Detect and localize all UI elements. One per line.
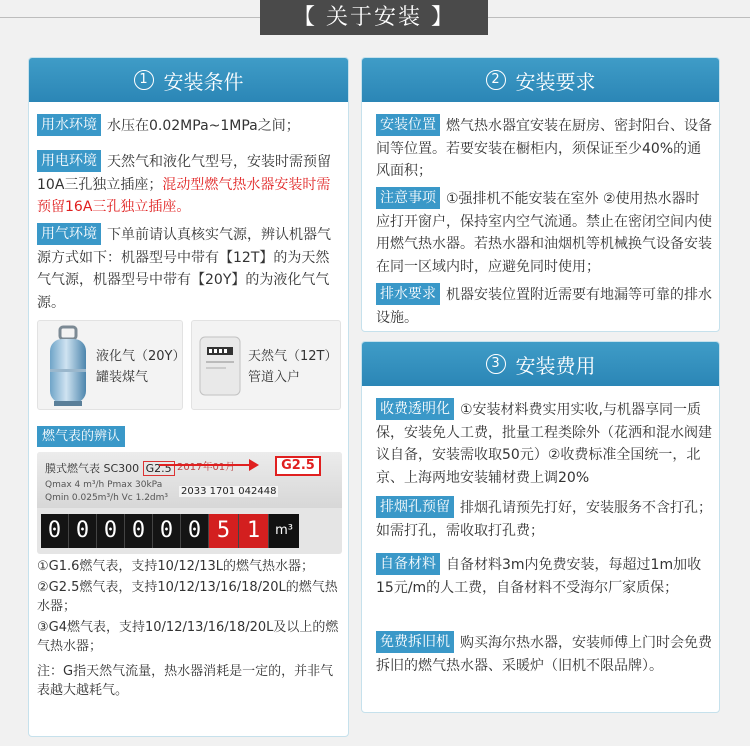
install-fees-panel xyxy=(361,341,720,713)
install-fees-title: 安装费用 xyxy=(515,353,596,378)
water-env-tag: 用水环境 xyxy=(37,114,101,136)
gas-env-tag: 用气环境 xyxy=(37,223,101,245)
install-requirements-header xyxy=(362,58,719,102)
own-materials-tag: 自备材料 xyxy=(376,553,440,575)
meter-model-title: 膜式燃气表 SC300 G2.5 xyxy=(45,460,175,476)
exhaust-hole-text: 排烟孔请预先打好，安装服务不含打孔；如需打孔，需收取打孔费； xyxy=(376,500,712,539)
meter-model-highlight: G2.5 xyxy=(143,461,175,476)
install-conditions-title: 安装条件 xyxy=(163,69,244,94)
power-env-text: 天然气和液化气型号，安装时需预留10A三孔独立插座； xyxy=(37,154,331,193)
header-line-left xyxy=(0,17,260,18)
own-materials-item xyxy=(376,553,713,599)
water-env-text: 水压在0.02MPa~1MPa之间； xyxy=(107,118,300,134)
install-conditions-panel xyxy=(28,57,349,737)
water-env-item xyxy=(37,114,342,138)
meter-date: 2017年01月 xyxy=(177,462,236,473)
own-materials-text: 自备材料3m内免费安装，每超过1m加收15元/m的人工费，自备材料不受海尔厂家质保； xyxy=(376,557,702,596)
meter-digit: 0 xyxy=(125,514,153,548)
meter-note-3: ③G4燃气表，支持10/12/13/16/18/20L及以上的燃气热水器； xyxy=(37,620,339,654)
attention-text: ①强排机不能安装在室外 ②使用热水器时应打开窗户，保持室内空气流通。禁止在密闭空间内使用燃气热水器。若热水器和油烟机等机械换气设备安装在同一区域内时，应避免同时使用； xyxy=(376,191,712,275)
ng-label: 天然气（12T） xyxy=(248,349,338,364)
meter-note-2: ②G2.5燃气表，支持10/12/13/16/18/20L的燃气热水器； xyxy=(37,580,338,614)
attention-item xyxy=(376,187,713,278)
old-removal-tag: 免费拆旧机 xyxy=(376,631,454,653)
gas-cylinder-icon xyxy=(46,325,90,407)
drain-text: 机器安装位置附近需要有地漏等可靠的排水设施。 xyxy=(376,287,712,326)
install-fees-header xyxy=(362,342,719,386)
meter-note-4: 注：G指天然气流量，热水器消耗是一定的，并非气表越大越耗气。 xyxy=(37,664,334,698)
header-line-right xyxy=(488,17,750,18)
power-env-warning: 混动型燃气热水器安装时需预留16A三孔独立插座。 xyxy=(37,176,331,215)
gas-meter-icon xyxy=(198,335,242,397)
drain-tag: 排水要求 xyxy=(376,283,440,305)
lpg-sub: 罐装煤气 xyxy=(96,370,149,385)
transparent-fee-tag: 收费透明化 xyxy=(376,398,454,420)
transparent-fee-item xyxy=(376,398,713,489)
callout-arrow-icon xyxy=(157,454,277,476)
install-requirements-title: 安装要求 xyxy=(515,69,596,94)
meter-qmax: Qmax 4 m³/h Pmax 30kPa xyxy=(45,480,163,490)
meter-qmin: Qmin 0.025m³/h Vc 1.2dm³ xyxy=(45,493,169,503)
drain-item xyxy=(376,283,713,329)
section-number-2: 2 xyxy=(486,70,506,90)
old-removal-text: 购买海尔热水器，安装师傅上门时会免费拆旧的燃气热水器、采暖炉（旧机不限品牌）。 xyxy=(376,635,712,674)
meter-digit: 0 xyxy=(153,514,181,548)
meter-note-1: ①G1.6燃气表，支持10/12/13L的燃气热水器； xyxy=(37,559,315,574)
ng-sub: 管道入户 xyxy=(248,370,301,385)
exhaust-hole-tag: 排烟孔预留 xyxy=(376,496,454,518)
lpg-card xyxy=(37,320,186,410)
gas-env-item xyxy=(37,223,342,314)
exhaust-hole-item xyxy=(376,496,713,542)
lpg-label: 液化气（20Y） xyxy=(96,349,186,364)
section-number-1: 1 xyxy=(134,70,154,90)
install-position-item xyxy=(376,114,713,183)
install-position-text: 燃气热水器宜安装在厨房、密封阳台、设备间等位置。若要安装在橱柜内，须保证至少40%的通风面积； xyxy=(376,118,712,179)
meter-serial: 2033 1701 042448 xyxy=(181,486,277,497)
meter-digit: 0 xyxy=(41,514,69,548)
meter-unit: m³ xyxy=(269,514,299,548)
meter-digit: 5 xyxy=(209,514,239,548)
power-env-tag: 用电环境 xyxy=(37,150,101,172)
meter-digit: 0 xyxy=(97,514,125,548)
old-removal-item xyxy=(376,631,713,677)
meter-digit: 0 xyxy=(69,514,97,548)
meter-identify-tag: 燃气表的辨认 xyxy=(37,426,125,447)
section-number-3: 3 xyxy=(486,354,506,374)
meter-digit: 0 xyxy=(181,514,209,548)
ng-card xyxy=(191,320,341,410)
install-conditions-header xyxy=(29,58,348,102)
install-requirements-panel xyxy=(361,57,720,332)
page-title: 【 关于安装 】 xyxy=(260,0,488,35)
meter-digit: 1 xyxy=(239,514,269,548)
meter-callout-label: G2.5 xyxy=(275,456,321,476)
install-position-tag: 安装位置 xyxy=(376,114,440,136)
power-env-item xyxy=(37,150,342,219)
gas-env-text: 下单前请认真核实气源，辨认机器气源方式如下：机器型号中带有【12T】的为天然气气源，机器型号中带有【20Y】的为液化气气源。 xyxy=(37,227,331,311)
meter-digit-row xyxy=(41,514,299,548)
attention-tag: 注意事项 xyxy=(376,187,440,209)
transparent-fee-text: ①安装材料费实用实收,与机器享同一质保，安装免人工费，批量工程类除外（花洒和混水阀建议自备，安装需收取50元）②收费标准全国统一，北京、上海两地安装辅材费上调20% xyxy=(376,402,712,486)
